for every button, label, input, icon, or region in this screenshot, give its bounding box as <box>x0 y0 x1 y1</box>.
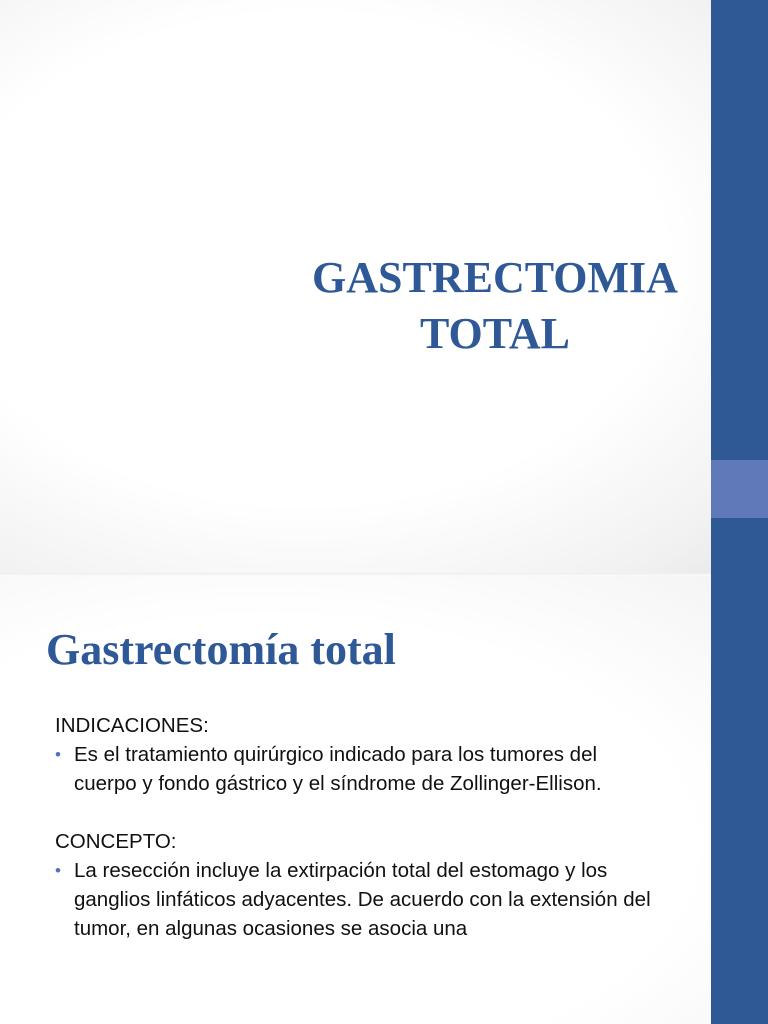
section-label-indicaciones: INDICACIONES: <box>55 714 209 737</box>
spacer <box>55 798 665 827</box>
side-accent-block <box>711 460 768 518</box>
bullet-item <box>55 740 665 798</box>
bullet-icon: • <box>55 861 61 880</box>
title-line-2: TOTAL <box>420 309 570 358</box>
content-slide <box>0 576 768 1024</box>
side-accent-bar <box>711 576 768 1024</box>
bullet-text: La resección incluye la extirpación total del estomago y los ganglios linfáticos adyacentes. De acuerdo con la extensión del tumor, en algunas ocasiones se asocia una <box>74 859 651 940</box>
bullet-icon: • <box>55 745 61 764</box>
slide-title: Gastrectomía total <box>46 625 396 674</box>
title-line-1: GASTRECTOMIA <box>312 253 678 302</box>
bullet-item <box>55 856 665 943</box>
section-label-concepto: CONCEPTO: <box>55 830 177 853</box>
slide-body <box>55 711 665 943</box>
title-slide-heading <box>305 250 685 362</box>
bullet-text: Es el tratamiento quirúrgico indicado para los tumores del cuerpo y fondo gástrico y el síndrome de Zollinger-Ellison. <box>74 743 602 795</box>
